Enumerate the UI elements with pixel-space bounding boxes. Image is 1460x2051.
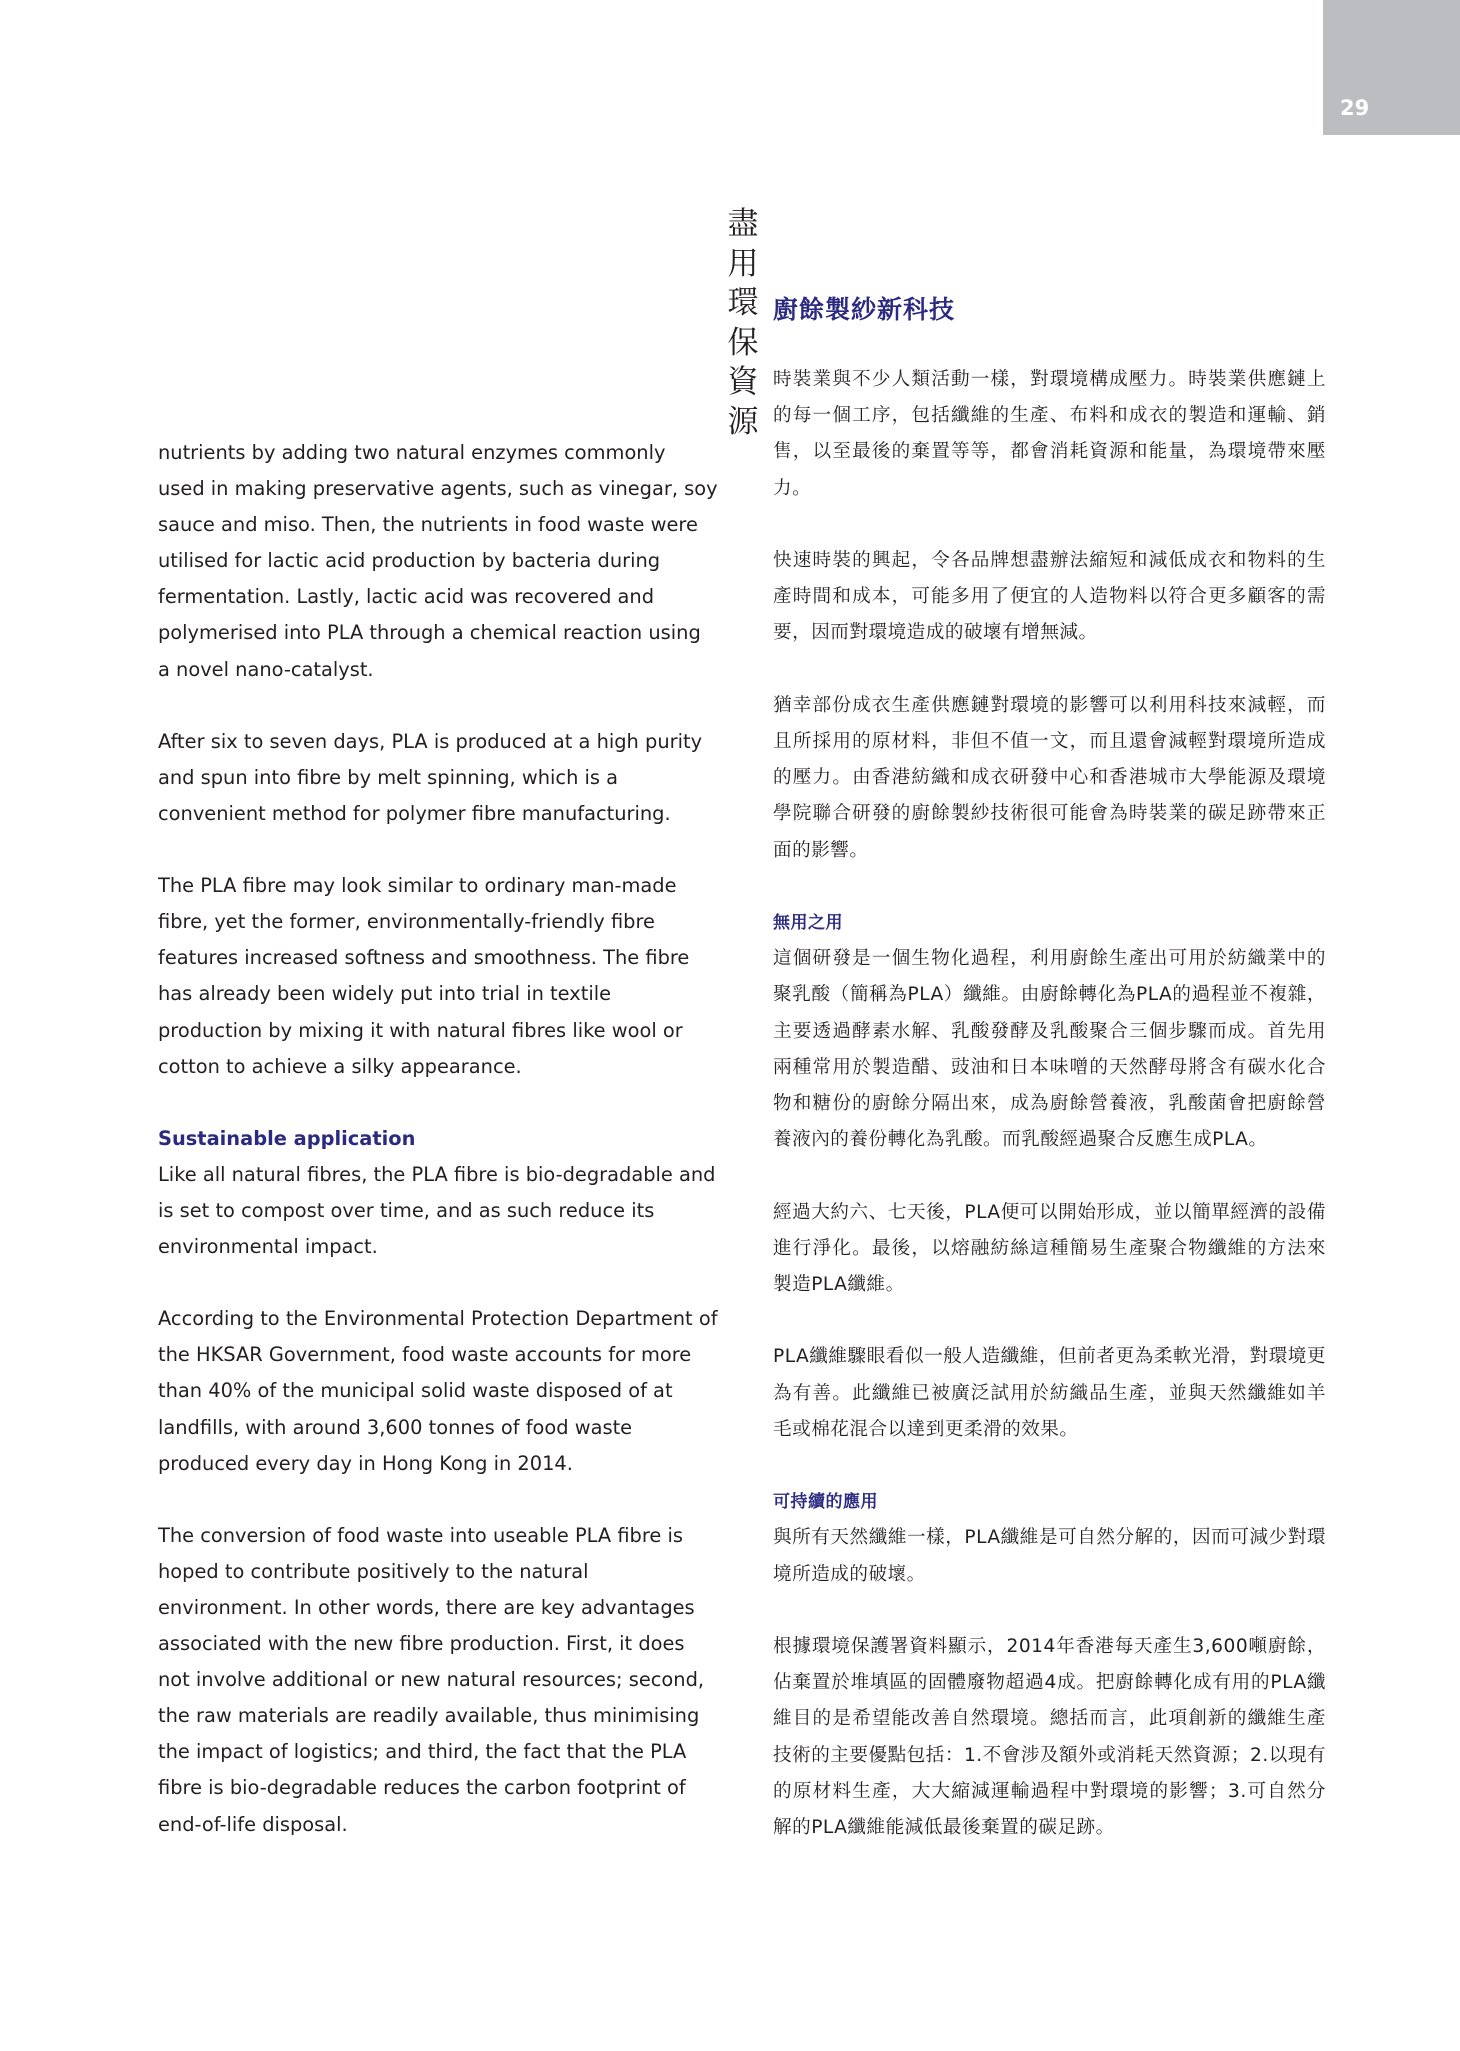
vertical-title-char: 盡 — [727, 206, 759, 242]
english-paragraph: The PLA fibre may look similar to ordinary man-made fibre, yet the former, environmentally-friendly fibre features increased softness and smoothness. The fibre has already been widely put into trial in textile production by mixing it with natural fibres like wool or cotton to achieve a silky appearance. — [158, 874, 690, 1078]
english-paragraph: Like all natural fibres, the PLA fibre is bio-degradable and is set to compost over time, and as such reduce its environmental impact. — [158, 1162, 716, 1259]
english-paragraph: The conversion of food waste into useable PLA fibre is hoped to contribute positively to the natural environment. In other words, there are key advantages associated with the new fibre production. First, it does not involve additional or new natural resources; second, the raw materials are readily available, thus minimising the impact of logistics; and third, the fact that the PLA fibre is bio-degradable reduces the carbon footprint of end-of-life disposal. — [158, 1523, 705, 1836]
chinese-paragraph: 猶幸部份成衣生產供應鏈對環境的影響可以利用科技來減輕，而且所採用的原材料，非但不值一文，而且還會減輕對環境所造成的壓力。由香港紡織和成衣研發中心和香港城市大學能源及環境學院聯合研發的廚餘製紗技術很可能會為時裝業的碳足跡帶來正面的影響。 — [773, 694, 1326, 861]
chinese-article-title: 廚餘製紗新科技 — [773, 295, 956, 324]
vertical-title-char: 保 — [727, 324, 759, 361]
english-column — [158, 435, 718, 1879]
english-paragraph: nutrients by adding two natural enzymes commonly used in making preservative agents, such as vinegar, soy sauce and miso. Then, the nutrients in food waste were utilised for lactic acid production by bacteria during fermentation. Lastly, lactic acid was recovered and polymerised into PLA through a chemical reaction using a novel nano-catalyst. — [158, 441, 718, 681]
english-paragraph: According to the Environmental Protection Department of the HKSAR Government, food waste accounts for more than 40% of the municipal solid waste disposed of at landfills, with around 3,600 tonnes of food waste produced every day in Hong Kong in 2014. — [158, 1307, 718, 1475]
chinese-paragraph: 快速時裝的興起，令各品牌想盡辦法縮短和減低成衣和物料的生產時間和成本，可能多用了便宜的人造物料以符合更多顧客的需要，因而對環境造成的破壞有增無減。 — [773, 550, 1326, 644]
english-subheading: Sustainable application — [158, 1126, 416, 1150]
chinese-paragraph: 這個研發是一個生物化過程，利用廚餘生產出可用於紡織業中的聚乳酸（簡稱為PLA）纖維。由廚餘轉化為PLA的過程並不複雜，主要透過酵素水解、乳酸發酵及乳酸聚合三個步驟而成。首先用兩種常用於製造醋、豉油和日本味噌的天然酵母將含有碳水化合物和糖份的廚餘分隔出來，成為廚餘營養液，乳酸菌會把廚餘營養液內的養份轉化為乳酸。而乳酸經過聚合反應生成PLA。 — [773, 948, 1326, 1151]
chinese-subheading: 可持續的應用 — [773, 1492, 878, 1513]
vertical-title-char: 源 — [727, 403, 759, 440]
chinese-paragraph: 經過大約六、七天後，PLA便可以開始形成，並以簡單經濟的設備進行淨化。最後，以熔融紡絲這種簡易生產聚合物纖維的方法來製造PLA纖維。 — [773, 1201, 1326, 1296]
vertical-section-title — [726, 205, 760, 442]
vertical-title-char: 資 — [727, 364, 759, 400]
vertical-title-char: 用 — [727, 245, 759, 282]
chinese-paragraph: 時裝業與不少人類活動一樣，對環境構成壓力。時裝業供應鏈上的每一個工序，包括纖維的生產、布料和成衣的製造和運輸、銷售，以至最後的棄置等等，都會消耗資源和能量，為環境帶來壓力。 — [773, 369, 1326, 499]
chinese-column — [773, 362, 1326, 1882]
chinese-paragraph: 與所有天然纖維一樣，PLA纖維是可自然分解的，因而可減少對環境所造成的破壞。 — [773, 1527, 1326, 1585]
vertical-title-char: 環 — [727, 285, 759, 321]
chinese-paragraph: PLA纖維驟眼看似一般人造纖維，但前者更為柔軟光滑，對環境更為有善。此纖維已被廣泛試用於紡織品生產，並與天然纖維如羊毛或棉花混合以達到更柔滑的效果。 — [773, 1346, 1326, 1440]
chinese-paragraph: 根據環境保護署資料顯示，2014年香港每天產生3,600噸廚餘，佔棄置於堆填區的固體廢物超過4成。把廚餘轉化成有用的PLA纖維目的是希望能改善自然環境。總括而言，此項創新的纖維生產技術的主要優點包括：1.不會涉及額外或消耗天然資源；2.以現有的原材料生產，大大縮減運輸過程中對環境的影響；3.可自然分解的PLA纖維能減低最後棄置的碳足跡。 — [773, 1636, 1327, 1839]
page-number: 29 — [1340, 96, 1370, 120]
chinese-subheading: 無用之用 — [773, 913, 843, 933]
english-paragraph: After six to seven days, PLA is produced at a high purity and spun into fibre by melt spinning, which is a convenient method for polymer fibre manufacturing. — [158, 729, 703, 825]
